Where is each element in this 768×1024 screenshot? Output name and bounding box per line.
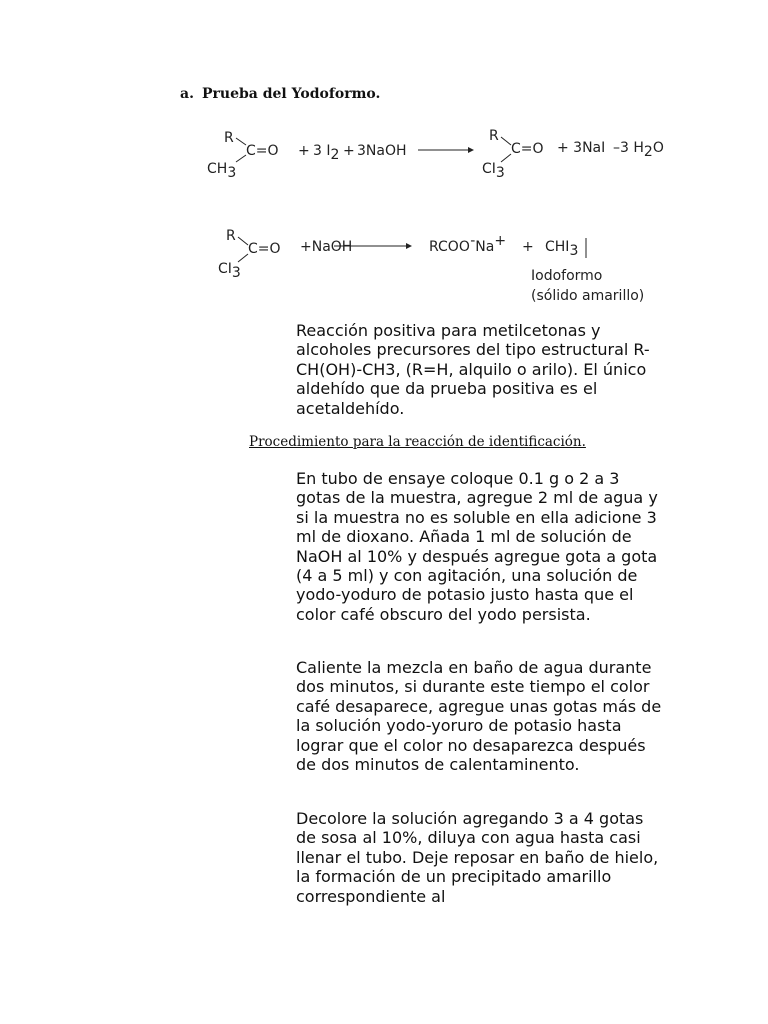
section-title: Prueba del Yodoformo. xyxy=(202,86,381,102)
r1-bond-lower xyxy=(236,155,246,162)
r1-arrow-head xyxy=(468,147,474,153)
procedure-step-3: Decolore la solución agregando 3 a 4 gotas de sosa al 10%, diluya con agua hasta casi llenar el tubo. Deje reposar en baño de hielo, la formación de un precipitado amarillo correspondiente al xyxy=(296,809,659,906)
r1-product-r-label: R xyxy=(489,128,499,144)
reaction-1-scheme xyxy=(0,122,768,182)
r1-plus-1: + xyxy=(298,143,310,159)
r2-carboxylate: RCOO-Na+ xyxy=(429,233,507,255)
r2-arrow-head xyxy=(406,243,412,249)
r2-carbonyl: C=O xyxy=(248,241,281,257)
positive-reaction-paragraph: Reacción positiva para metilcetonas y alcoholes precursores del tipo estructural R-CH(OH)-CH3, (R=H, alquilo o arilo). El único aldehído que da prueba positiva es el acetaldehído. xyxy=(296,321,650,418)
section-heading xyxy=(180,86,380,102)
r1-r-label: R xyxy=(224,130,234,146)
r1-carbonyl: C=O xyxy=(246,143,279,159)
r2-plus: + xyxy=(522,239,534,255)
r2-ci3: CI3 xyxy=(218,261,241,281)
reaction-2-scheme xyxy=(0,224,768,308)
r2-bond-lower xyxy=(238,254,248,262)
r2-naoh: +NaOH xyxy=(300,239,353,255)
r2-iodoform: CHI3 xyxy=(545,239,579,259)
r2-iodoform-name: Iodoformo xyxy=(531,268,603,284)
procedure-step-2: Caliente la mezcla en baño de agua durante dos minutos, si durante este tiempo el color café desaparece, agregue unas gotas más de la solución yodo-yoruro de potasio hasta lograr que el color no desaparezca después de dos minutos de calentaminento. xyxy=(296,658,662,775)
r1-plus-2: + xyxy=(343,143,355,159)
r1-bond-upper xyxy=(236,138,246,145)
r1-product-carbonyl: C=O xyxy=(511,141,544,157)
section-number: a. xyxy=(180,86,194,102)
r1-iodine: 3 I2 xyxy=(313,143,340,163)
r1-product-bond-lower xyxy=(501,154,511,162)
r1-byproduct-nai: + 3NaI xyxy=(557,140,606,156)
procedure-title: Procedimiento para la reacción de identificación. xyxy=(249,434,586,450)
r1-byproduct-water: –3 H2O xyxy=(613,140,664,160)
r2-r-label: R xyxy=(226,228,236,244)
r2-iodoform-description: (sólido amarillo) xyxy=(531,288,645,304)
r1-methyl: CH3 xyxy=(207,161,237,181)
r2-bond-upper xyxy=(238,237,248,245)
r1-naoh: 3NaOH xyxy=(357,143,407,159)
r1-product-ci3: CI3 xyxy=(482,161,505,181)
r1-product-bond-upper xyxy=(501,137,511,145)
procedure-step-1: En tubo de ensaye coloque 0.1 g o 2 a 3 gotas de la muestra, agregue 2 ml de agua y si la muestra no es soluble en ella adicione 3 ml de dioxano. Añada 1 ml de solución de NaOH al 10% y después agregue gota a gota (4 a 5 ml) y con agitación, una solución de yodo-yoduro de potasio justo hasta que el color café obscuro del yodo persista. xyxy=(296,469,658,624)
